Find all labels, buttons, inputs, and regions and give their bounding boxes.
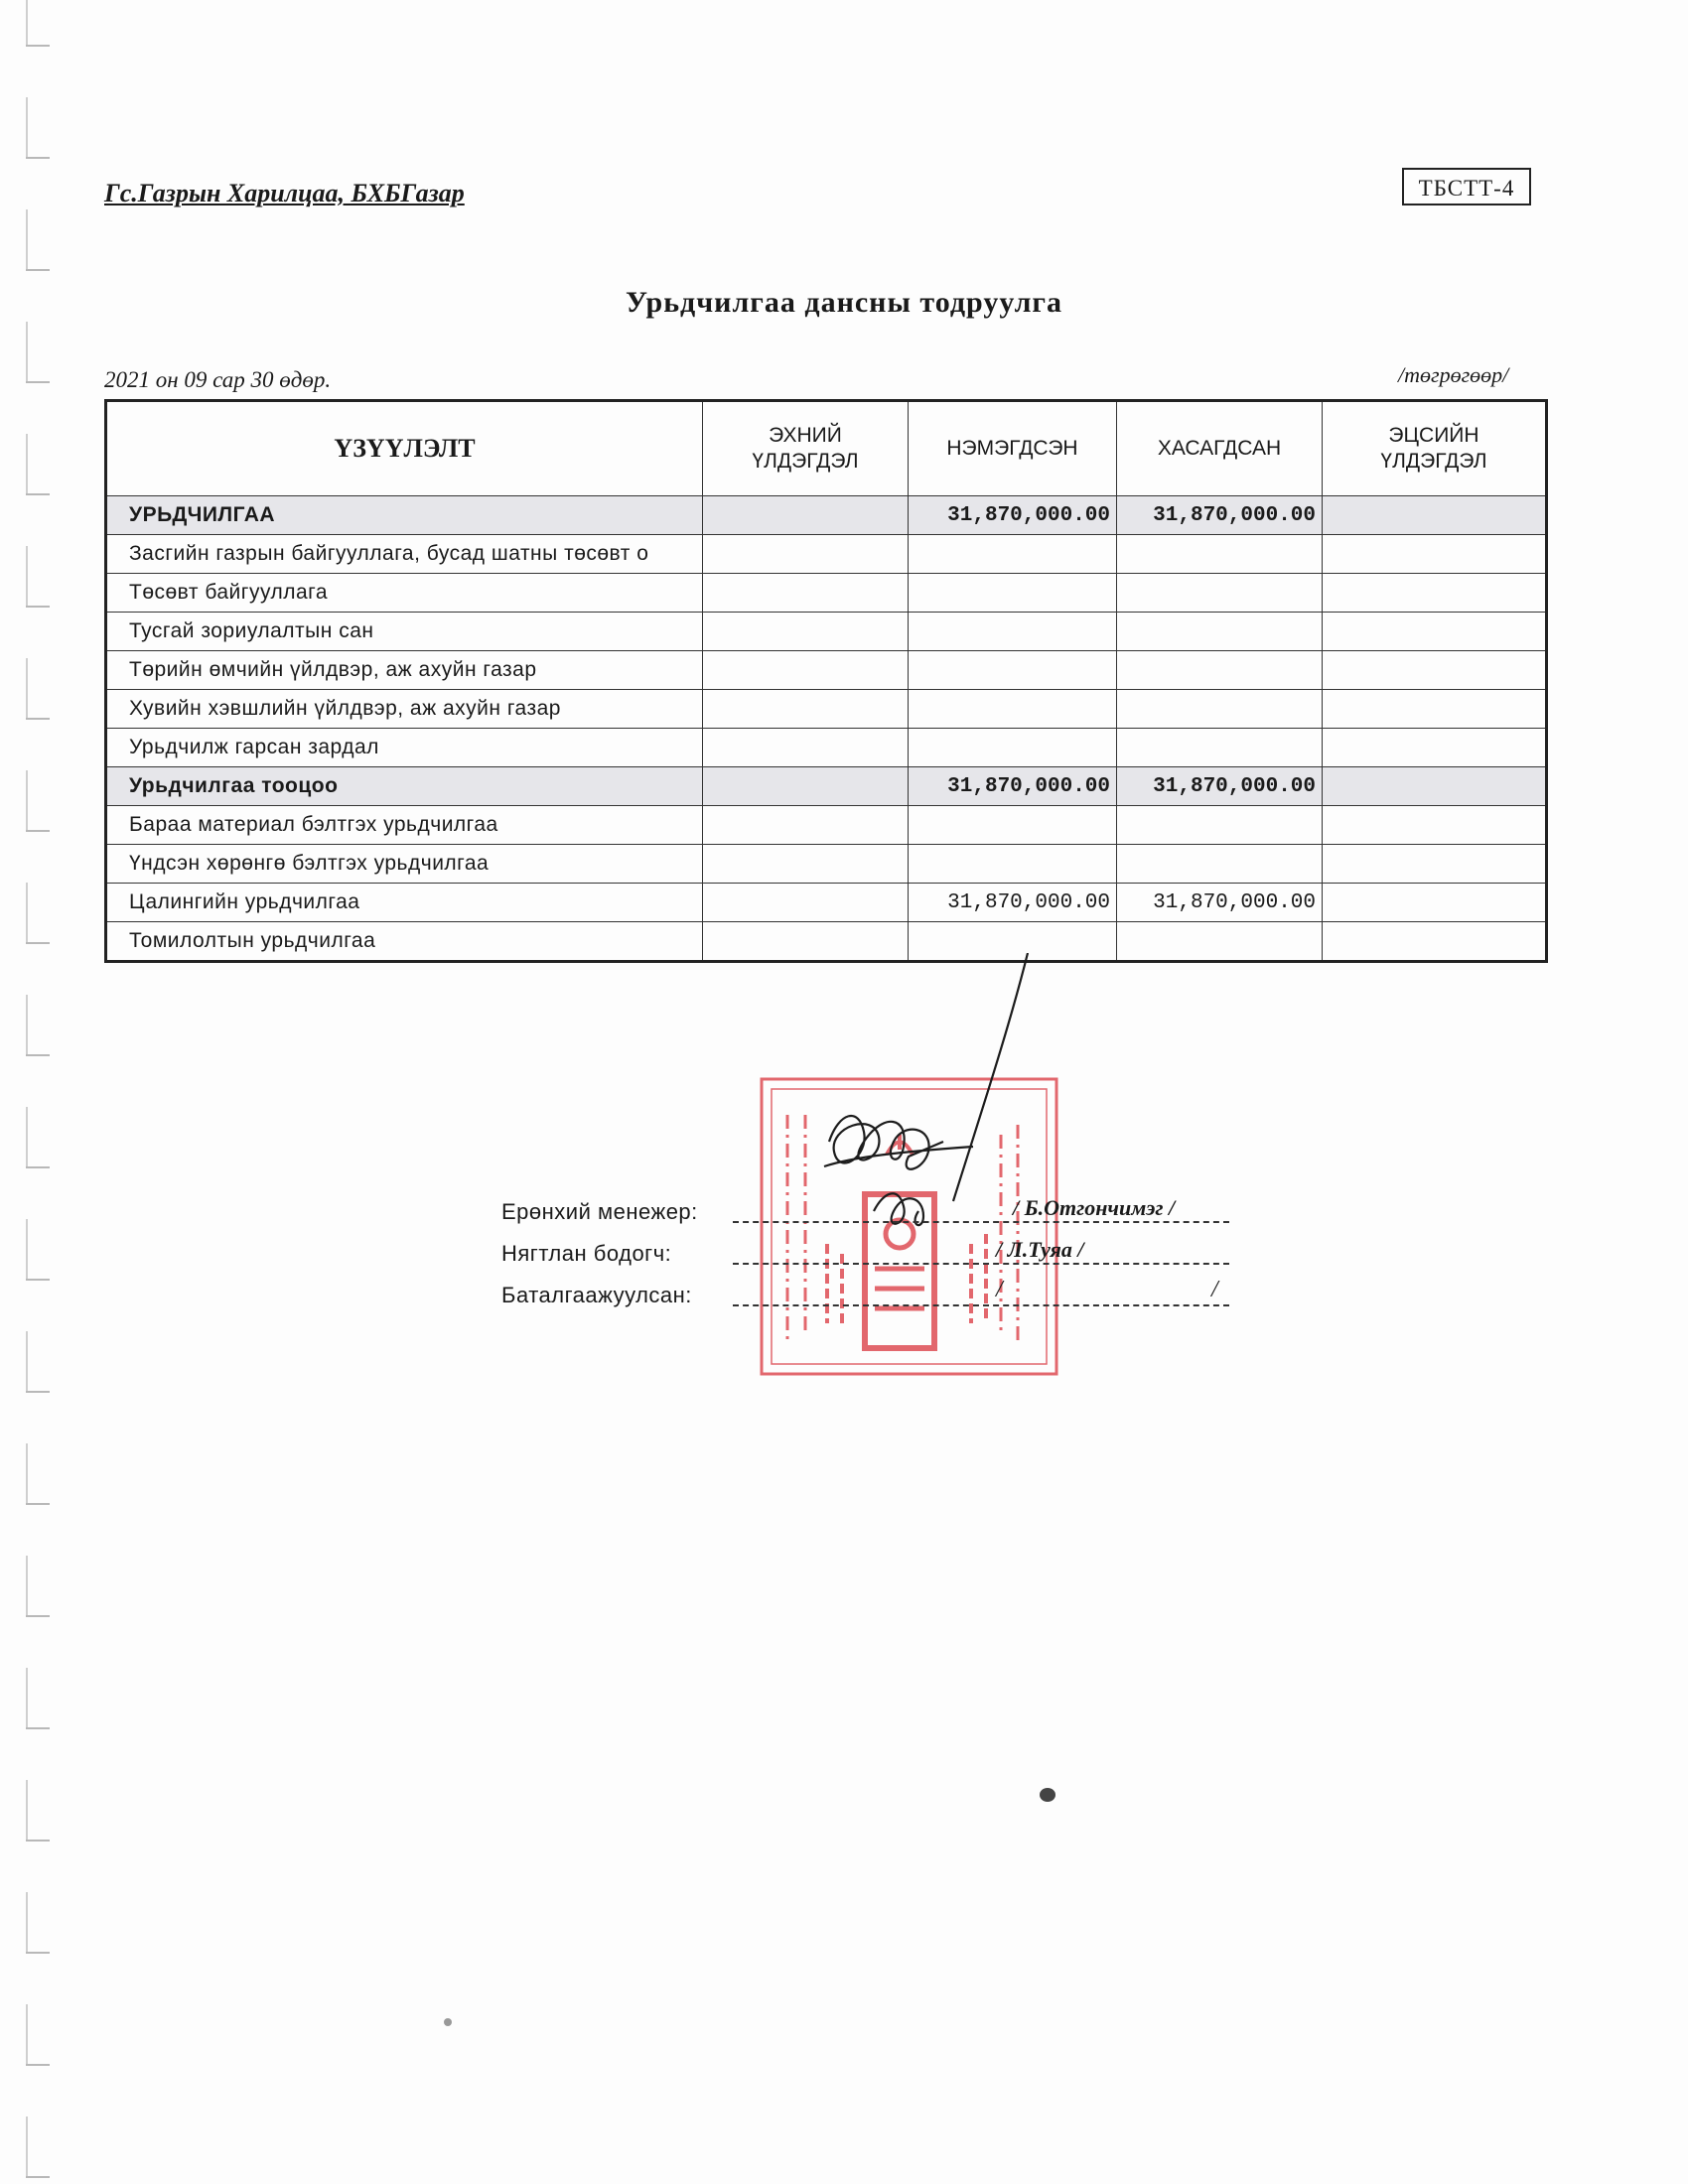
row-label: Тусгай зориулалтын сан [106, 613, 703, 651]
table-row [106, 535, 1547, 574]
row-label: Үндсэн хөрөнгө бэлтгэх урьдчилгаа [106, 845, 703, 884]
table-row [106, 496, 1547, 535]
binding-mark [26, 2004, 28, 2064]
binding-mark [26, 1892, 28, 1952]
cell-added: 31,870,000.00 [909, 767, 1117, 806]
cell-deducted [1117, 690, 1323, 729]
verified-open-slash: / [996, 1277, 1003, 1302]
row-label: Засгийн газрын байгууллага, бусад шатны төсөвт о [106, 535, 703, 574]
binding-mark [26, 718, 50, 720]
binding-mark [26, 830, 50, 832]
currency-unit: /төгрөгөөр/ [1398, 362, 1509, 387]
cell-deducted: 31,870,000.00 [1117, 496, 1323, 535]
row-label: УРЬДЧИЛГАА [106, 496, 703, 535]
cell-added [909, 806, 1117, 845]
cell-added [909, 535, 1117, 574]
row-label: Төсөвт байгууллага [106, 574, 703, 613]
cell-deducted: 31,870,000.00 [1117, 884, 1323, 922]
manager-signature-row [501, 1195, 1236, 1239]
binding-mark [26, 381, 50, 383]
binding-mark [26, 883, 28, 942]
table-header-row [106, 401, 1547, 496]
binding-mark [26, 97, 28, 157]
binding-mark [26, 658, 28, 718]
cell-begin [703, 613, 909, 651]
cell-begin [703, 729, 909, 767]
binding-mark [26, 1331, 28, 1391]
accountant-name: / Л.Туяа / [996, 1237, 1084, 1262]
binding-mark [26, 209, 28, 269]
table-row [106, 574, 1547, 613]
cell-end [1323, 496, 1547, 535]
binding-mark [26, 1503, 50, 1505]
row-label: Урьдчилгаа тооцоо [106, 767, 703, 806]
binding-mark [26, 45, 50, 47]
row-label: Бараа материал бэлтгэх урьдчилгаа [106, 806, 703, 845]
table-row [106, 690, 1547, 729]
manager-label: Ерөнхий менежер: [501, 1199, 698, 1224]
row-label: Хувийн хэвшлийн үйлдвэр, аж ахуйн газар [106, 690, 703, 729]
document-title: Урьдчилгаа дансны тодруулга [625, 286, 1063, 319]
binding-mark [26, 1054, 50, 1056]
binding-mark [26, 434, 28, 493]
signature-line [733, 1221, 1229, 1223]
row-label: Төрийн өмчийн үйлдвэр, аж ахуйн газар [106, 651, 703, 690]
accountant-signature-row [501, 1237, 1236, 1281]
verified-close-slash: / [1211, 1277, 1218, 1302]
ink-spot [444, 2018, 452, 2026]
column-header: ЭХНИЙ ҮЛДЭГДЭЛ [703, 401, 909, 496]
binding-mark [26, 770, 28, 830]
cell-end [1323, 574, 1547, 613]
binding-mark [26, 995, 28, 1054]
binding-mark [26, 1780, 28, 1840]
cell-begin [703, 535, 909, 574]
cell-added: 31,870,000.00 [909, 884, 1117, 922]
cell-end [1323, 806, 1547, 845]
cell-end [1323, 651, 1547, 690]
binding-mark [26, 1219, 28, 1279]
ink-spot [1040, 1788, 1055, 1802]
binding-mark [26, 2116, 28, 2176]
cell-end [1323, 613, 1547, 651]
cell-added [909, 651, 1117, 690]
column-header: НЭМЭГДСЭН [909, 401, 1117, 496]
verified-signature-row [501, 1277, 1236, 1322]
advance-account-table [104, 399, 1548, 963]
cell-begin [703, 845, 909, 884]
table-row [106, 884, 1547, 922]
cell-end [1323, 922, 1547, 962]
cell-added [909, 574, 1117, 613]
cell-begin [703, 651, 909, 690]
binding-mark [26, 0, 28, 45]
binding-mark [26, 546, 28, 606]
binding-mark [26, 1279, 50, 1281]
signature-line [733, 1304, 1229, 1306]
cell-deducted: 31,870,000.00 [1117, 767, 1323, 806]
binding-mark [26, 1952, 50, 1954]
cell-end [1323, 767, 1547, 806]
row-label: Урьдчилж гарсан зардал [106, 729, 703, 767]
binding-mark [26, 493, 50, 495]
column-header: ҮЗҮҮЛЭЛТ [106, 401, 703, 496]
binding-holes [26, 0, 52, 2184]
binding-mark [26, 2064, 50, 2066]
cell-begin [703, 496, 909, 535]
cell-added: 31,870,000.00 [909, 496, 1117, 535]
cell-end [1323, 690, 1547, 729]
verified-label: Баталгаажуулсан: [501, 1283, 692, 1307]
row-label: Цалингийн урьдчилгаа [106, 884, 703, 922]
cell-deducted [1117, 535, 1323, 574]
cell-begin [703, 806, 909, 845]
table-row [106, 806, 1547, 845]
cell-added [909, 729, 1117, 767]
cell-deducted [1117, 574, 1323, 613]
cell-end [1323, 845, 1547, 884]
binding-mark [26, 322, 28, 381]
cell-deducted [1117, 729, 1323, 767]
binding-mark [26, 1166, 50, 1168]
binding-mark [26, 942, 50, 944]
column-header: ЭЦСИЙН ҮЛДЭГДЭЛ [1323, 401, 1547, 496]
report-date: 2021 он 09 сар 30 өдөр. [104, 367, 332, 392]
binding-mark [26, 1391, 50, 1393]
table-row [106, 767, 1547, 806]
cell-end [1323, 729, 1547, 767]
binding-mark [26, 1668, 28, 1727]
cell-deducted [1117, 845, 1323, 884]
cell-deducted [1117, 806, 1323, 845]
cell-begin [703, 767, 909, 806]
cell-added [909, 690, 1117, 729]
binding-mark [26, 1840, 50, 1842]
cell-begin [703, 884, 909, 922]
organization-name: Гс.Газрын Харилцаа, БХБГазар [104, 179, 465, 207]
table-row [106, 845, 1547, 884]
binding-mark [26, 606, 50, 608]
cell-deducted [1117, 651, 1323, 690]
cell-deducted [1117, 613, 1323, 651]
cell-end [1323, 884, 1547, 922]
binding-mark [26, 1107, 28, 1166]
table-row [106, 613, 1547, 651]
binding-mark [26, 157, 50, 159]
binding-mark [26, 1615, 50, 1617]
table-body [106, 496, 1547, 962]
cell-begin [703, 574, 909, 613]
accountant-label: Нягтлан бодогч: [501, 1241, 672, 1266]
table-row [106, 651, 1547, 690]
signature-line [733, 1263, 1229, 1265]
column-header: ХАСАГДСАН [1117, 401, 1323, 496]
manager-name: / Б.Отгончимэг / [1013, 1195, 1176, 1220]
form-code: ТБСТТ-4 [1402, 168, 1531, 205]
cell-added [909, 845, 1117, 884]
cell-added [909, 613, 1117, 651]
binding-mark [26, 269, 50, 271]
binding-mark [26, 1556, 28, 1615]
table-row [106, 729, 1547, 767]
cell-deducted [1117, 922, 1323, 962]
binding-mark [26, 2176, 50, 2178]
binding-mark [26, 1727, 50, 1729]
cell-begin [703, 690, 909, 729]
row-label: Томилолтын урьдчилгаа [106, 922, 703, 962]
binding-mark [26, 1443, 28, 1503]
cell-end [1323, 535, 1547, 574]
